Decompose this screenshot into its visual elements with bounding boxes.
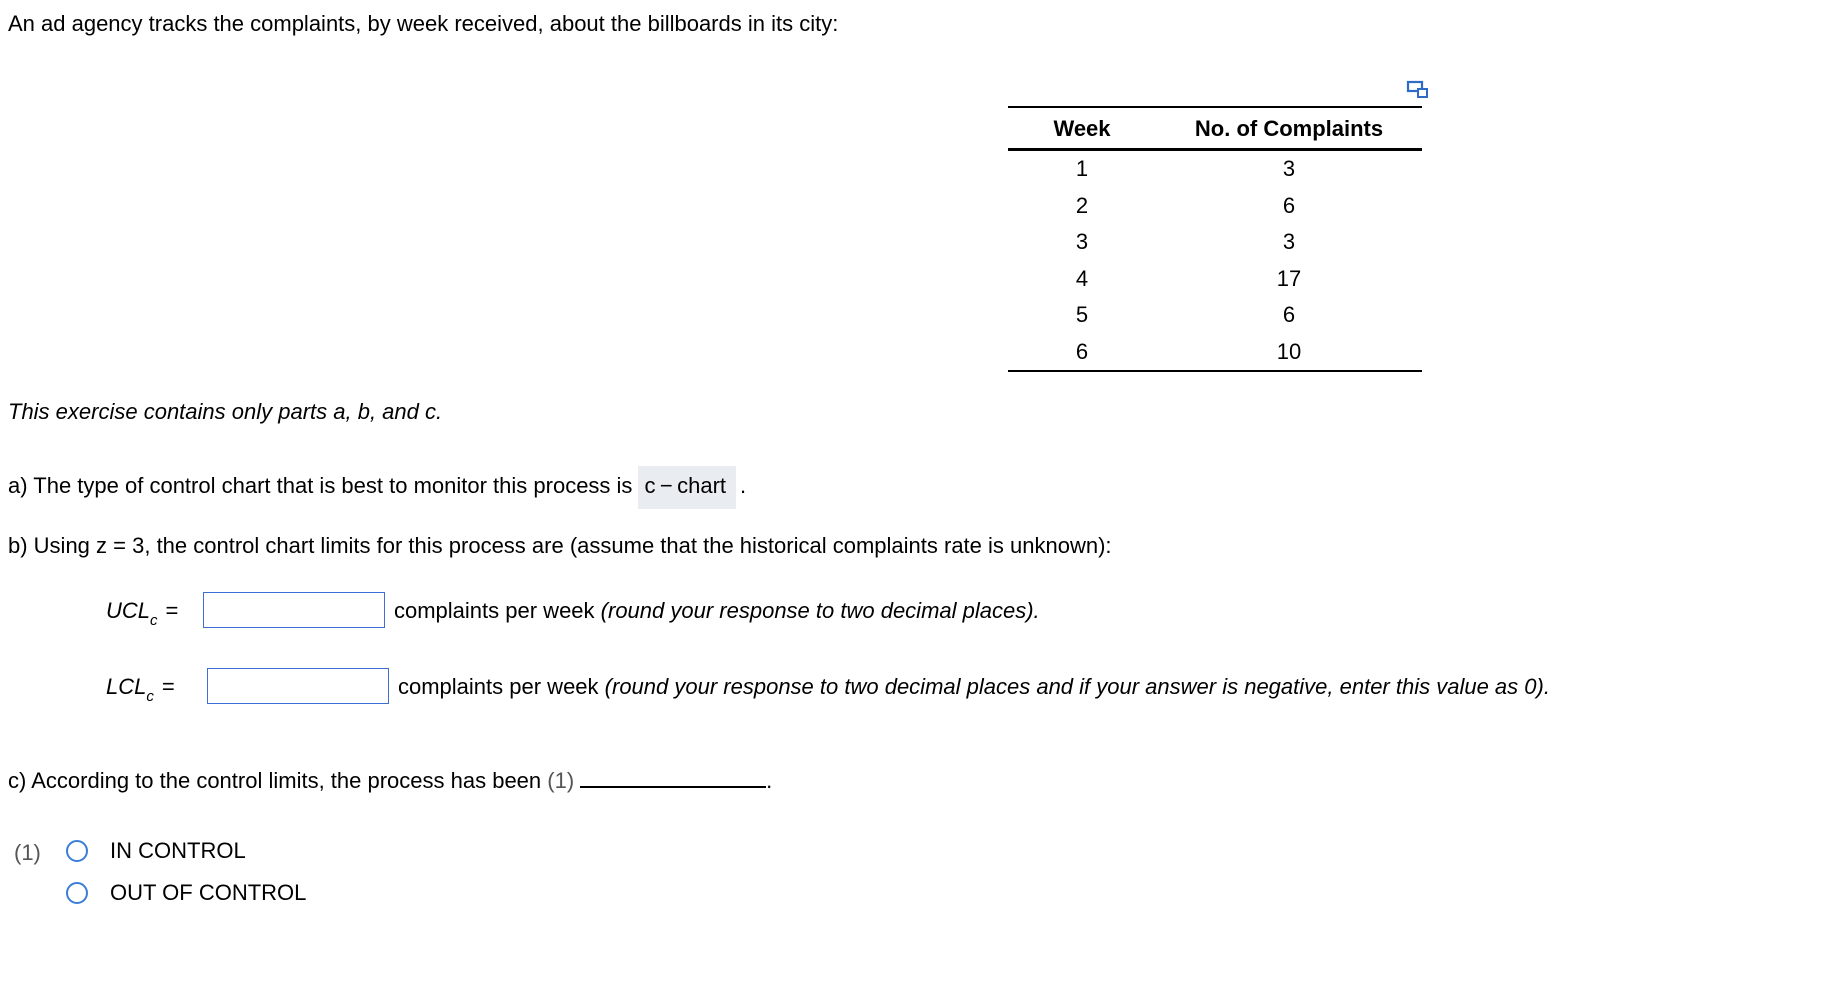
complaints-table: [1008, 106, 1422, 372]
lcl-input[interactable]: [207, 668, 389, 704]
lcl-label-main: LCL: [106, 674, 147, 699]
ucl-unit: complaints per week: [394, 598, 595, 623]
cell-complaints: 3: [1282, 229, 1296, 255]
lcl-unit: complaints per week: [398, 674, 599, 699]
ucl-label-main: UCL: [106, 598, 151, 623]
table-row: [1008, 261, 1422, 298]
part-a-answer[interactable]: c − chart: [638, 466, 736, 509]
part-c-answer-blank[interactable]: [580, 772, 766, 788]
ucl-input[interactable]: [203, 592, 385, 628]
choice-in-control[interactable]: [66, 838, 246, 864]
cell-complaints: 10: [1156, 334, 1422, 372]
part-c-suffix: .: [766, 768, 773, 793]
exercise-note: This exercise contains only parts a, b, and c.: [8, 399, 443, 424]
choice-out-of-control[interactable]: [66, 880, 306, 906]
part-b-prompt: b) Using z = 3, the control chart limits for this process are (assume that the historical complaints rate is unknown):: [8, 533, 1112, 558]
table-row: [1008, 297, 1422, 334]
table-row: [1008, 224, 1422, 261]
lcl-label-sub: c: [146, 688, 154, 705]
lcl-label: [106, 674, 175, 705]
ucl-rounding-note: (round your response to two decimal places).: [600, 598, 1040, 623]
lcl-instructions: [398, 674, 1550, 700]
part-c-ref: (1): [547, 768, 575, 793]
radio-out-of-control[interactable]: [66, 882, 88, 904]
table-header-row: [1008, 107, 1422, 150]
cell-week: 4: [1075, 265, 1089, 291]
copy-data-icon[interactable]: [1406, 80, 1430, 100]
cell-complaints: 3: [1282, 156, 1296, 182]
header-week: Week: [1008, 107, 1156, 150]
part-a-prefix: a) The type of control chart that is best to monitor this process is: [8, 473, 633, 498]
choice-label: OUT OF CONTROL: [110, 880, 307, 905]
ucl-label: [106, 598, 179, 629]
table-row: [1008, 188, 1422, 225]
choice-label: IN CONTROL: [110, 838, 246, 863]
ucl-equals: =: [165, 598, 179, 623]
cell-week: 3: [1075, 229, 1089, 255]
cell-complaints: 17: [1276, 265, 1302, 291]
part-a-question: [8, 466, 746, 509]
part-c-question: [8, 768, 772, 794]
cell-complaints: 6: [1282, 302, 1296, 328]
ucl-instructions: [394, 598, 1040, 624]
part-a-suffix: .: [740, 473, 747, 498]
cell-week: 5: [1075, 302, 1089, 328]
table-row: [1008, 334, 1422, 372]
table-row: [1008, 150, 1422, 188]
cell-week: 2: [1075, 192, 1089, 218]
ucl-label-sub: c: [150, 612, 158, 629]
lcl-equals: =: [161, 674, 175, 699]
complaints-table-container: [1008, 106, 1422, 372]
part-c-prefix: c) According to the control limits, the process has been: [8, 768, 542, 793]
cell-complaints: 6: [1282, 192, 1296, 218]
problem-intro: An ad agency tracks the complaints, by week received, about the billboards in its city:: [8, 11, 839, 36]
cell-week: 1: [1075, 156, 1089, 182]
header-complaints: No. of Complaints: [1156, 107, 1422, 150]
lcl-rounding-note: (round your response to two decimal places and if your answer is negative, enter this value as 0).: [604, 674, 1550, 699]
choices-number: (1): [14, 840, 41, 865]
radio-in-control[interactable]: [66, 840, 88, 862]
cell-week: 6: [1008, 334, 1156, 372]
